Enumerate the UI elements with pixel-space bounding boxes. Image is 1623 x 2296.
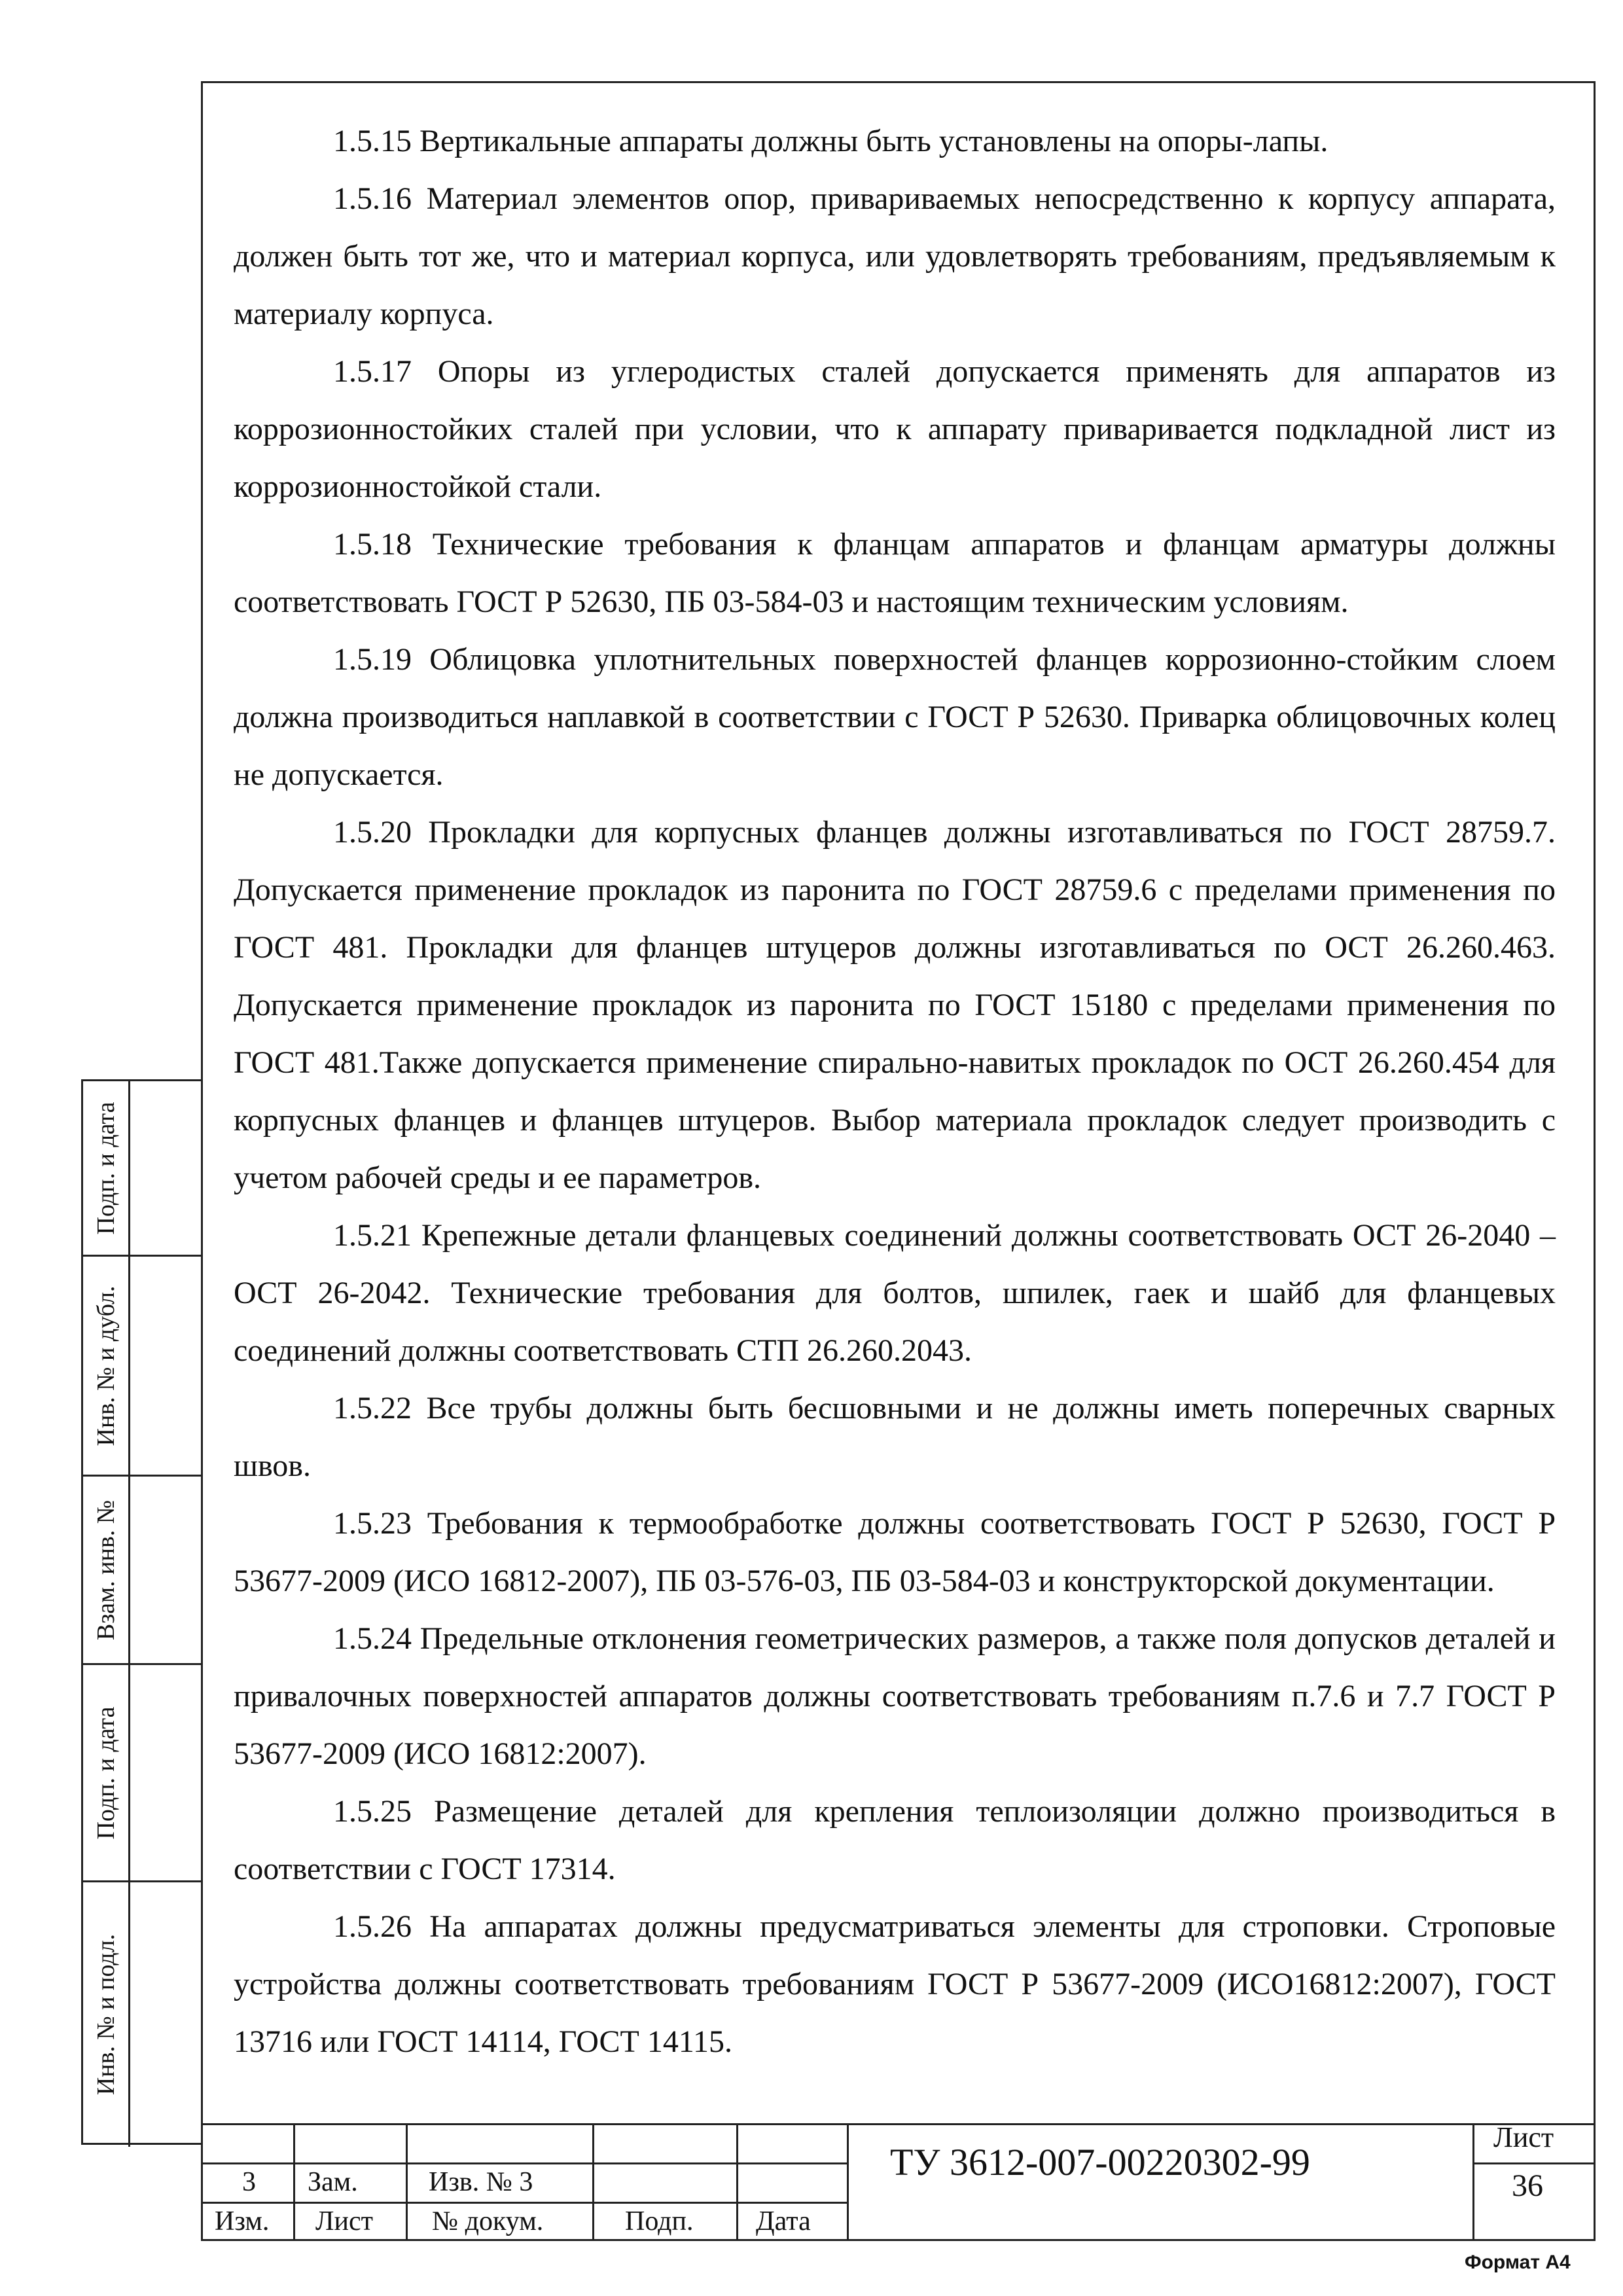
sheet-label: Лист [1493,2121,1554,2153]
paragraph: 1.5.15 Вертикальные аппараты должны быть установлены на опоры-лапы. [333,124,1329,158]
side-label: Инв. № и подл. [92,1933,120,2096]
header-doc: № докум. [432,2206,544,2236]
paragraph: 1.5.26 На аппаратах должны предусматриваться элементы для строповки. Строповые устройства должны соответствовать требованиям ГОСТ Р 53677-2009 (ИСО16812:2007), ГОСТ 13716 или ГОСТ 14114, ГОСТ 14115. [234,1909,1556,2059]
side-label: Взам. инв. № [92,1499,120,1640]
format-label: Формат А4 [1465,2251,1571,2273]
side-cell-inv-podl [83,1882,201,2147]
side-label: Инв. № и дубл. [92,1285,120,1446]
paragraph: 1.5.17 Опоры из углеродистых сталей допускается применять для аппаратов из коррозионностойких сталей при условии, что к аппарату приваривается подкладной лист из коррозионностойкой стали. [234,354,1556,504]
paragraph: 1.5.21 Крепежные детали фланцевых соединений должны соответствовать ОСТ 26-2040 – ОСТ 26-2042. Технические требования для болтов, шпилек, гаек и шайб для фланцевых соединений должны соответствовать СТП 26.260.2043. [234,1218,1556,1368]
paragraph: 1.5.25 Размещение деталей для крепления теплоизоляции должно производиться в соответствии с ГОСТ 17314. [234,1794,1556,1886]
paragraph: 1.5.20 Прокладки для корпусных фланцев должны изготавливаться по ГОСТ 28759.7. Допускается применение прокладок из паронита по ГОСТ 28759.6 с пределами применения по ГОСТ 481. Прокладки для фланцев штуцеров должны изготавливаться по ОСТ 26.260.463. Допускается применение прокладок из паронита по ГОСТ 15180 с пределами применения по ГОСТ 481.Также допускается применение спирально-навитых прокладок по ОСТ 26.260.454 для корпусных фланцев и фланцев штуцеров. Выбор материала прокладок следует производить с учетом рабочей среды и ее параметров. [234,815,1556,1195]
paragraph: 1.5.16 Материал элементов опор, привариваемых непосредственно к корпусу аппарата, должен быть тот же, что и материал корпуса, или удовлетворять требованиям, предъявляемым к материалу корпуса. [234,181,1556,331]
side-cell-podp-data-1 [83,1081,201,1257]
paragraph: 1.5.23 Требования к термообработке должны соответствовать ГОСТ Р 52630, ГОСТ Р 53677-2009 (ИСО 16812-2007), ПБ 03-576-03, ПБ 03-584-03 и конструкторской документации. [234,1506,1556,1598]
header-podp: Подп. [625,2206,694,2236]
rev-izm: 3 [242,2167,256,2197]
side-cell-podp-data-2 [83,1665,201,1882]
document-body [234,113,1556,2071]
paragraph: 1.5.24 Предельные отклонения геометрических размеров, а также поля допусков деталей и привалочных поверхностей аппаратов должны соответствовать требованиям п.7.6 и 7.7 ГОСТ Р 53677-2009 (ИСО 16812:2007). [234,1621,1556,1771]
side-label: Подп. и дата [92,1706,120,1840]
side-cell-vzam-inv [83,1477,201,1665]
document-code: ТУ 3612-007-00220302-99 [890,2141,1310,2183]
header-izm: Изм. [215,2206,270,2236]
sheet-number: 36 [1512,2168,1543,2203]
rev-doc: Изв. № 3 [429,2167,533,2197]
paragraph: 1.5.22 Все трубы должны быть бесшовными и не должны иметь поперечных сварных швов. [234,1391,1556,1483]
header-data: Дата [756,2206,811,2236]
paragraph: 1.5.18 Технические требования к фланцам аппаратов и фланцам арматуры должны соответствовать ГОСТ Р 52630, ПБ 03-584-03 и настоящим техническим условиям. [234,527,1556,619]
paragraph: 1.5.19 Облицовка уплотнительных поверхностей фланцев коррозионно-стойким слоем должна производиться наплавкой в соответствии с ГОСТ Р 52630. Приварка облицовочных колец не допускается. [234,642,1556,792]
side-label: Подп. и дата [92,1101,120,1235]
rev-list: Зам. [308,2167,358,2197]
side-stamp [81,1079,201,2145]
header-list: Лист [315,2206,373,2236]
side-cell-inv-dubl [83,1257,201,1477]
